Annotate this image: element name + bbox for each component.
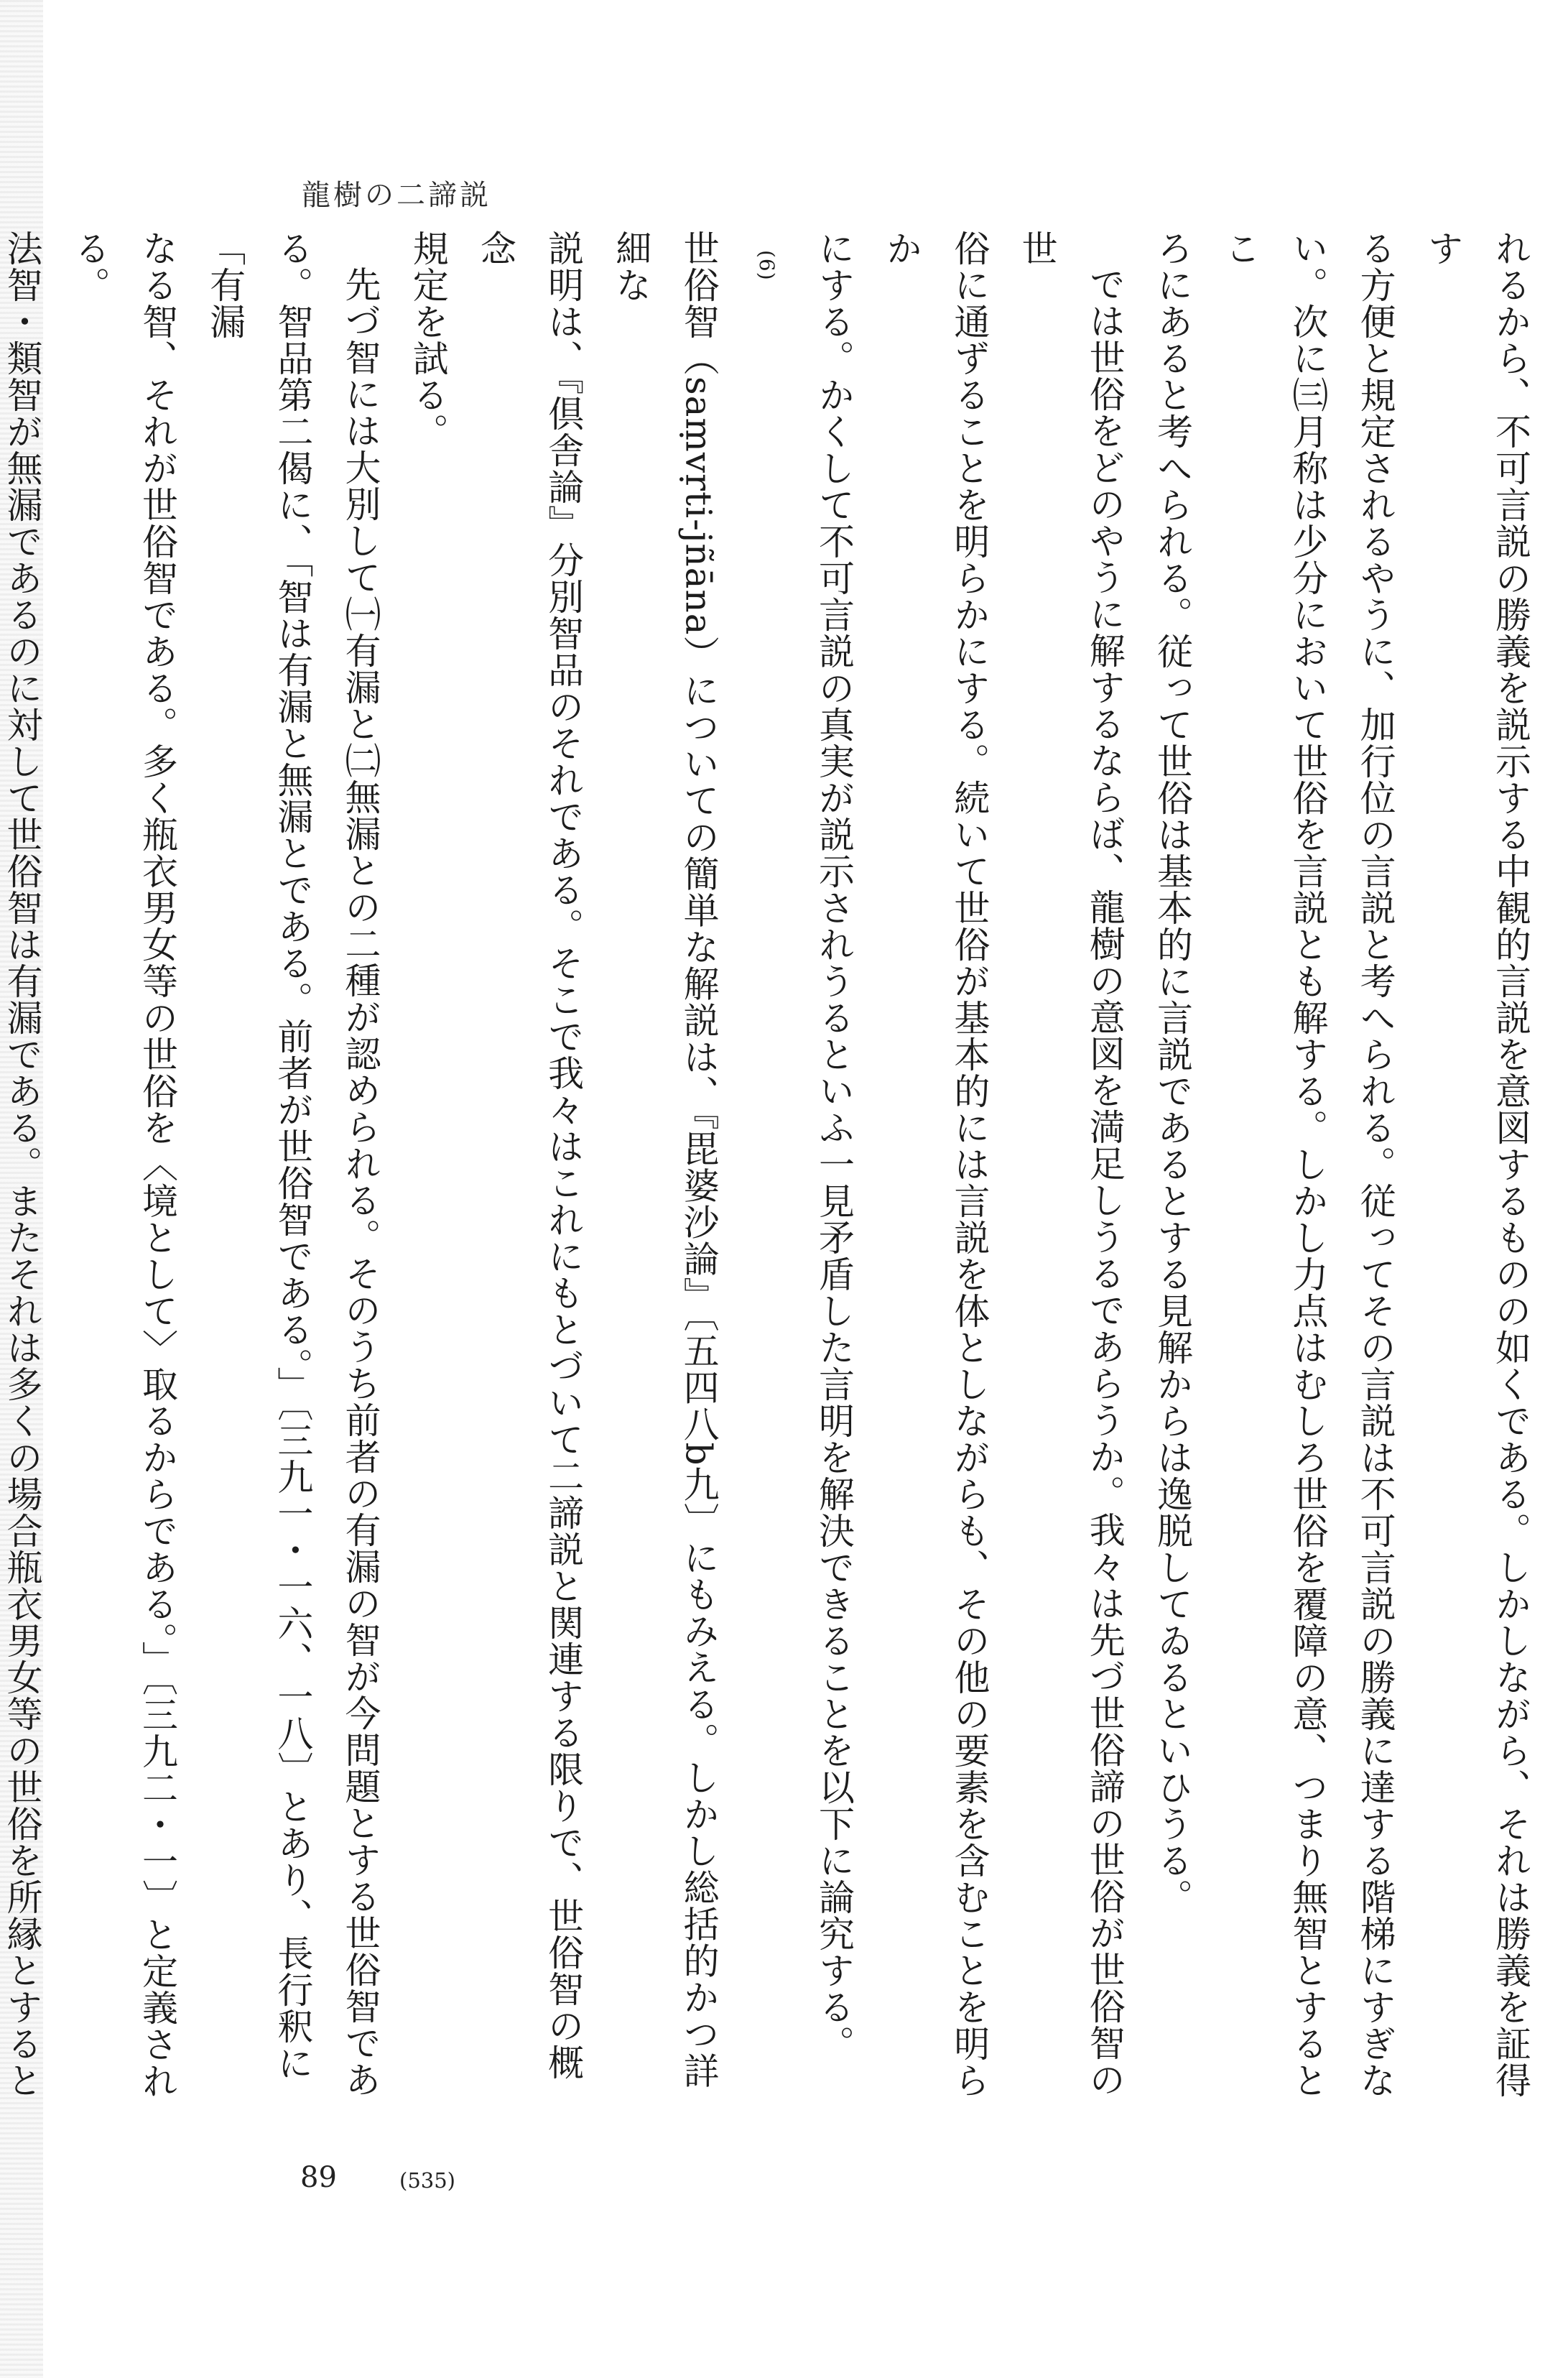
text-line: ろにあると考へられる。従って世俗は基本的に言説であるとする見解からは逸脱してゐるといひうる。 xyxy=(1151,230,1193,1915)
text-line: る。智品第二偈に、「智は有漏と無漏とである。前者が世俗智である。」〔三九一・一六、一八〕とあり、長行釈に「有漏 xyxy=(204,230,314,2081)
text-line: なる智、それが世俗智である。多く瓶衣男女等の世俗を〈境として〉取るからである。」〔三九二・一〕と定義される。 xyxy=(68,230,178,2099)
text-line: れるから、不可言説の勝義を説示する中観的言説を意図するものの如くである。しかしながら、それは勝義を証得す xyxy=(1421,230,1531,2099)
text-line: にする。かくして不可言説の真実が説示されうるといふ一見矛盾した言明を解決できることを以下に論究する。 xyxy=(812,230,855,2062)
text-line: 法智・類智が無漏であるのに対して世俗智は有漏である。またそれは多くの場合瓶衣男女等の世俗を所縁とすると xyxy=(1,230,43,2099)
text-line: 俗に通ずることを明らかにする。続いて世俗が基本的には言説を体としながらも、その他の要素を含むことを明らか xyxy=(881,230,991,2099)
text-line: る方便と規定されるやうに、加行位の言説と考へられる。従ってその言説は不可言説の勝義に達する階梯にすぎな xyxy=(1354,230,1396,2099)
text-line: い。次に㈢月称は少分において世俗を言説とも解する。しかし力点はむしろ世俗を覆障の意、つまり無智とするとこ xyxy=(1219,230,1329,2099)
page-number-alt: (535) xyxy=(399,2168,455,2193)
text-line: 説明は、『倶舎論』分別智品のそれである。そこで我々はこれにもとづいて二諦説と関連する限りで、世俗智の概念 xyxy=(474,230,585,2081)
text-line: 先づ智には大別して㈠有漏と㈡無漏との二種が認められる。そのうち前者の有漏の智が今問題とする世俗智であ xyxy=(339,266,381,2098)
text-line: 規定を試る。 xyxy=(407,230,449,450)
text-line: では世俗をどのやうに解するならば、龍樹の意図を満足しうるであらうか。我々は先づ世俗諦の世俗が世俗智の世 xyxy=(1016,230,1126,2098)
running-title: 龍樹の二諦説 xyxy=(302,179,491,212)
body-text xyxy=(1,230,1544,2112)
text-line: 世俗智（saṃvṛti-jñāna）についての簡単な解説は、『毘婆沙論』〔五四八b九〕にもみえる。しかし総括的かつ詳細な xyxy=(610,230,720,2089)
footnote-marker: (6) xyxy=(754,250,779,281)
page-number: 89 xyxy=(300,2161,337,2194)
